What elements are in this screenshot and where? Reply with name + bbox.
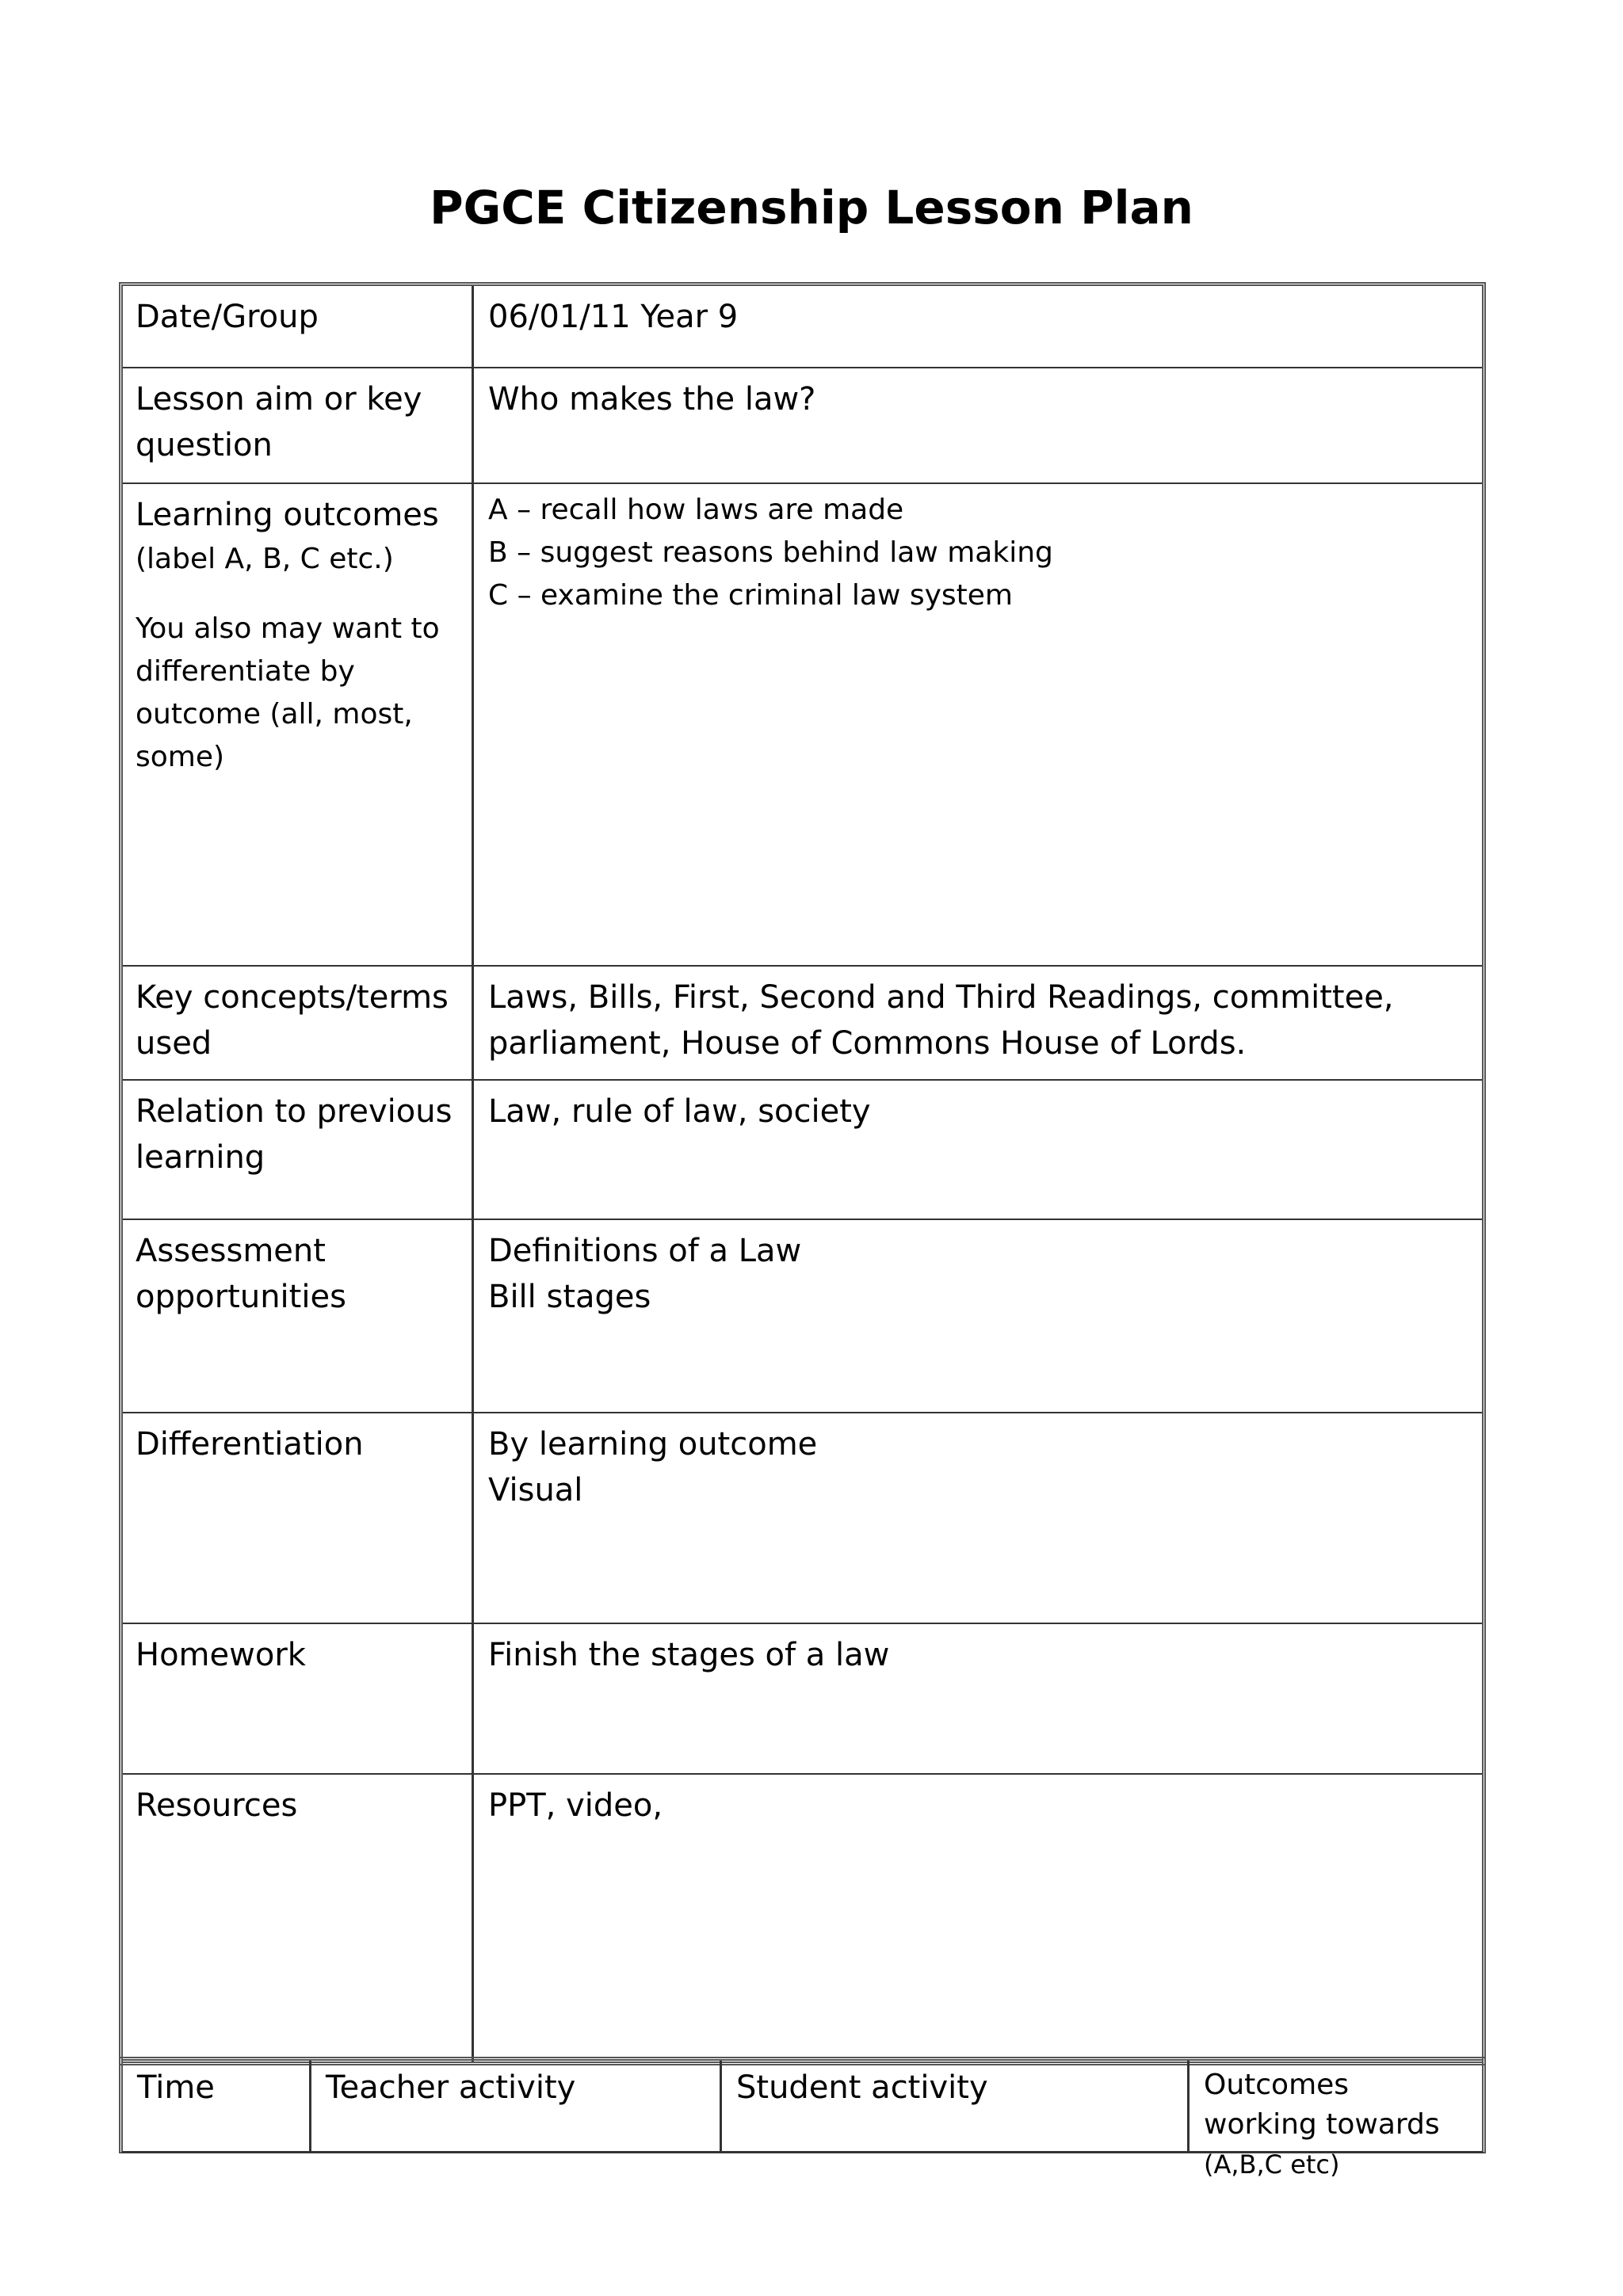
column-header-time: Time: [123, 2061, 311, 2151]
row-label-group: [123, 484, 474, 965]
row-label: Relation to previous learning: [123, 1081, 474, 1219]
row-value-group: [474, 1220, 1482, 1412]
table-row-differentiation: [123, 1413, 1482, 1624]
document-title: PGCE Citizenship Lesson Plan: [430, 181, 1193, 235]
row-value-line: Definitions of a Law: [488, 1233, 802, 1269]
row-label: Differentiation: [123, 1413, 474, 1623]
row-label: Learning outcomes: [136, 497, 439, 533]
table-row-assessment: [123, 1220, 1482, 1413]
row-value-line: Visual: [488, 1472, 583, 1508]
table-row-previous-learning: [123, 1081, 1482, 1220]
outcome-b: B – suggest reasons behind law making: [488, 536, 1053, 569]
column-header-teacher-activity: Teacher activity: [311, 2061, 722, 2151]
row-label: Homework: [123, 1624, 474, 1773]
table-row-key-concepts: [123, 967, 1482, 1081]
table-row-homework: [123, 1624, 1482, 1775]
row-label-note: You also may want to differentiate by outcome (all, most, some): [136, 612, 440, 773]
row-value: Laws, Bills, First, Second and Third Readings, committee, parliament, House of Commons House of Lords.: [488, 979, 1394, 1062]
row-value: Law, rule of law, society: [488, 1093, 871, 1130]
row-value: Finish the stages of a law: [488, 1637, 890, 1673]
row-label-sub: (label A, B, C etc.): [136, 543, 394, 575]
outcomes-label: Outcomes working towards: [1204, 2069, 1440, 2141]
column-header-student-activity: Student activity: [722, 2061, 1190, 2151]
row-label: Key concepts/terms used: [123, 967, 474, 1079]
outcome-a: A – recall how laws are made: [488, 494, 904, 526]
activity-table-header: [119, 2057, 1486, 2180]
row-label: Date/Group: [123, 286, 474, 367]
row-value-group: [474, 1413, 1482, 1623]
row-value-line: By learning outcome: [488, 1426, 818, 1463]
lesson-plan-table: [119, 282, 1486, 2065]
row-label: Resources: [123, 1775, 474, 2061]
outcome-c: C – examine the criminal law system: [488, 579, 1013, 612]
row-value: Who makes the law?: [488, 381, 816, 418]
row-value: PPT, video,: [488, 1787, 663, 1824]
row-label: Lesson aim or key question: [123, 368, 474, 482]
column-header-outcomes: [1190, 2061, 1482, 2180]
table-row-learning-outcomes: [123, 484, 1482, 967]
row-value-group: [474, 484, 1482, 965]
table-row-resources: [123, 1775, 1482, 2061]
outcomes-label-small: (A,B,C etc): [1204, 2149, 1340, 2180]
table-row-date-group: [123, 286, 1482, 368]
row-value-line: Bill stages: [488, 1279, 651, 1315]
table-row-lesson-aim: [123, 368, 1482, 484]
row-value: 06/01/11 Year 9: [488, 299, 739, 335]
row-label: Assessment opportunities: [123, 1220, 474, 1412]
